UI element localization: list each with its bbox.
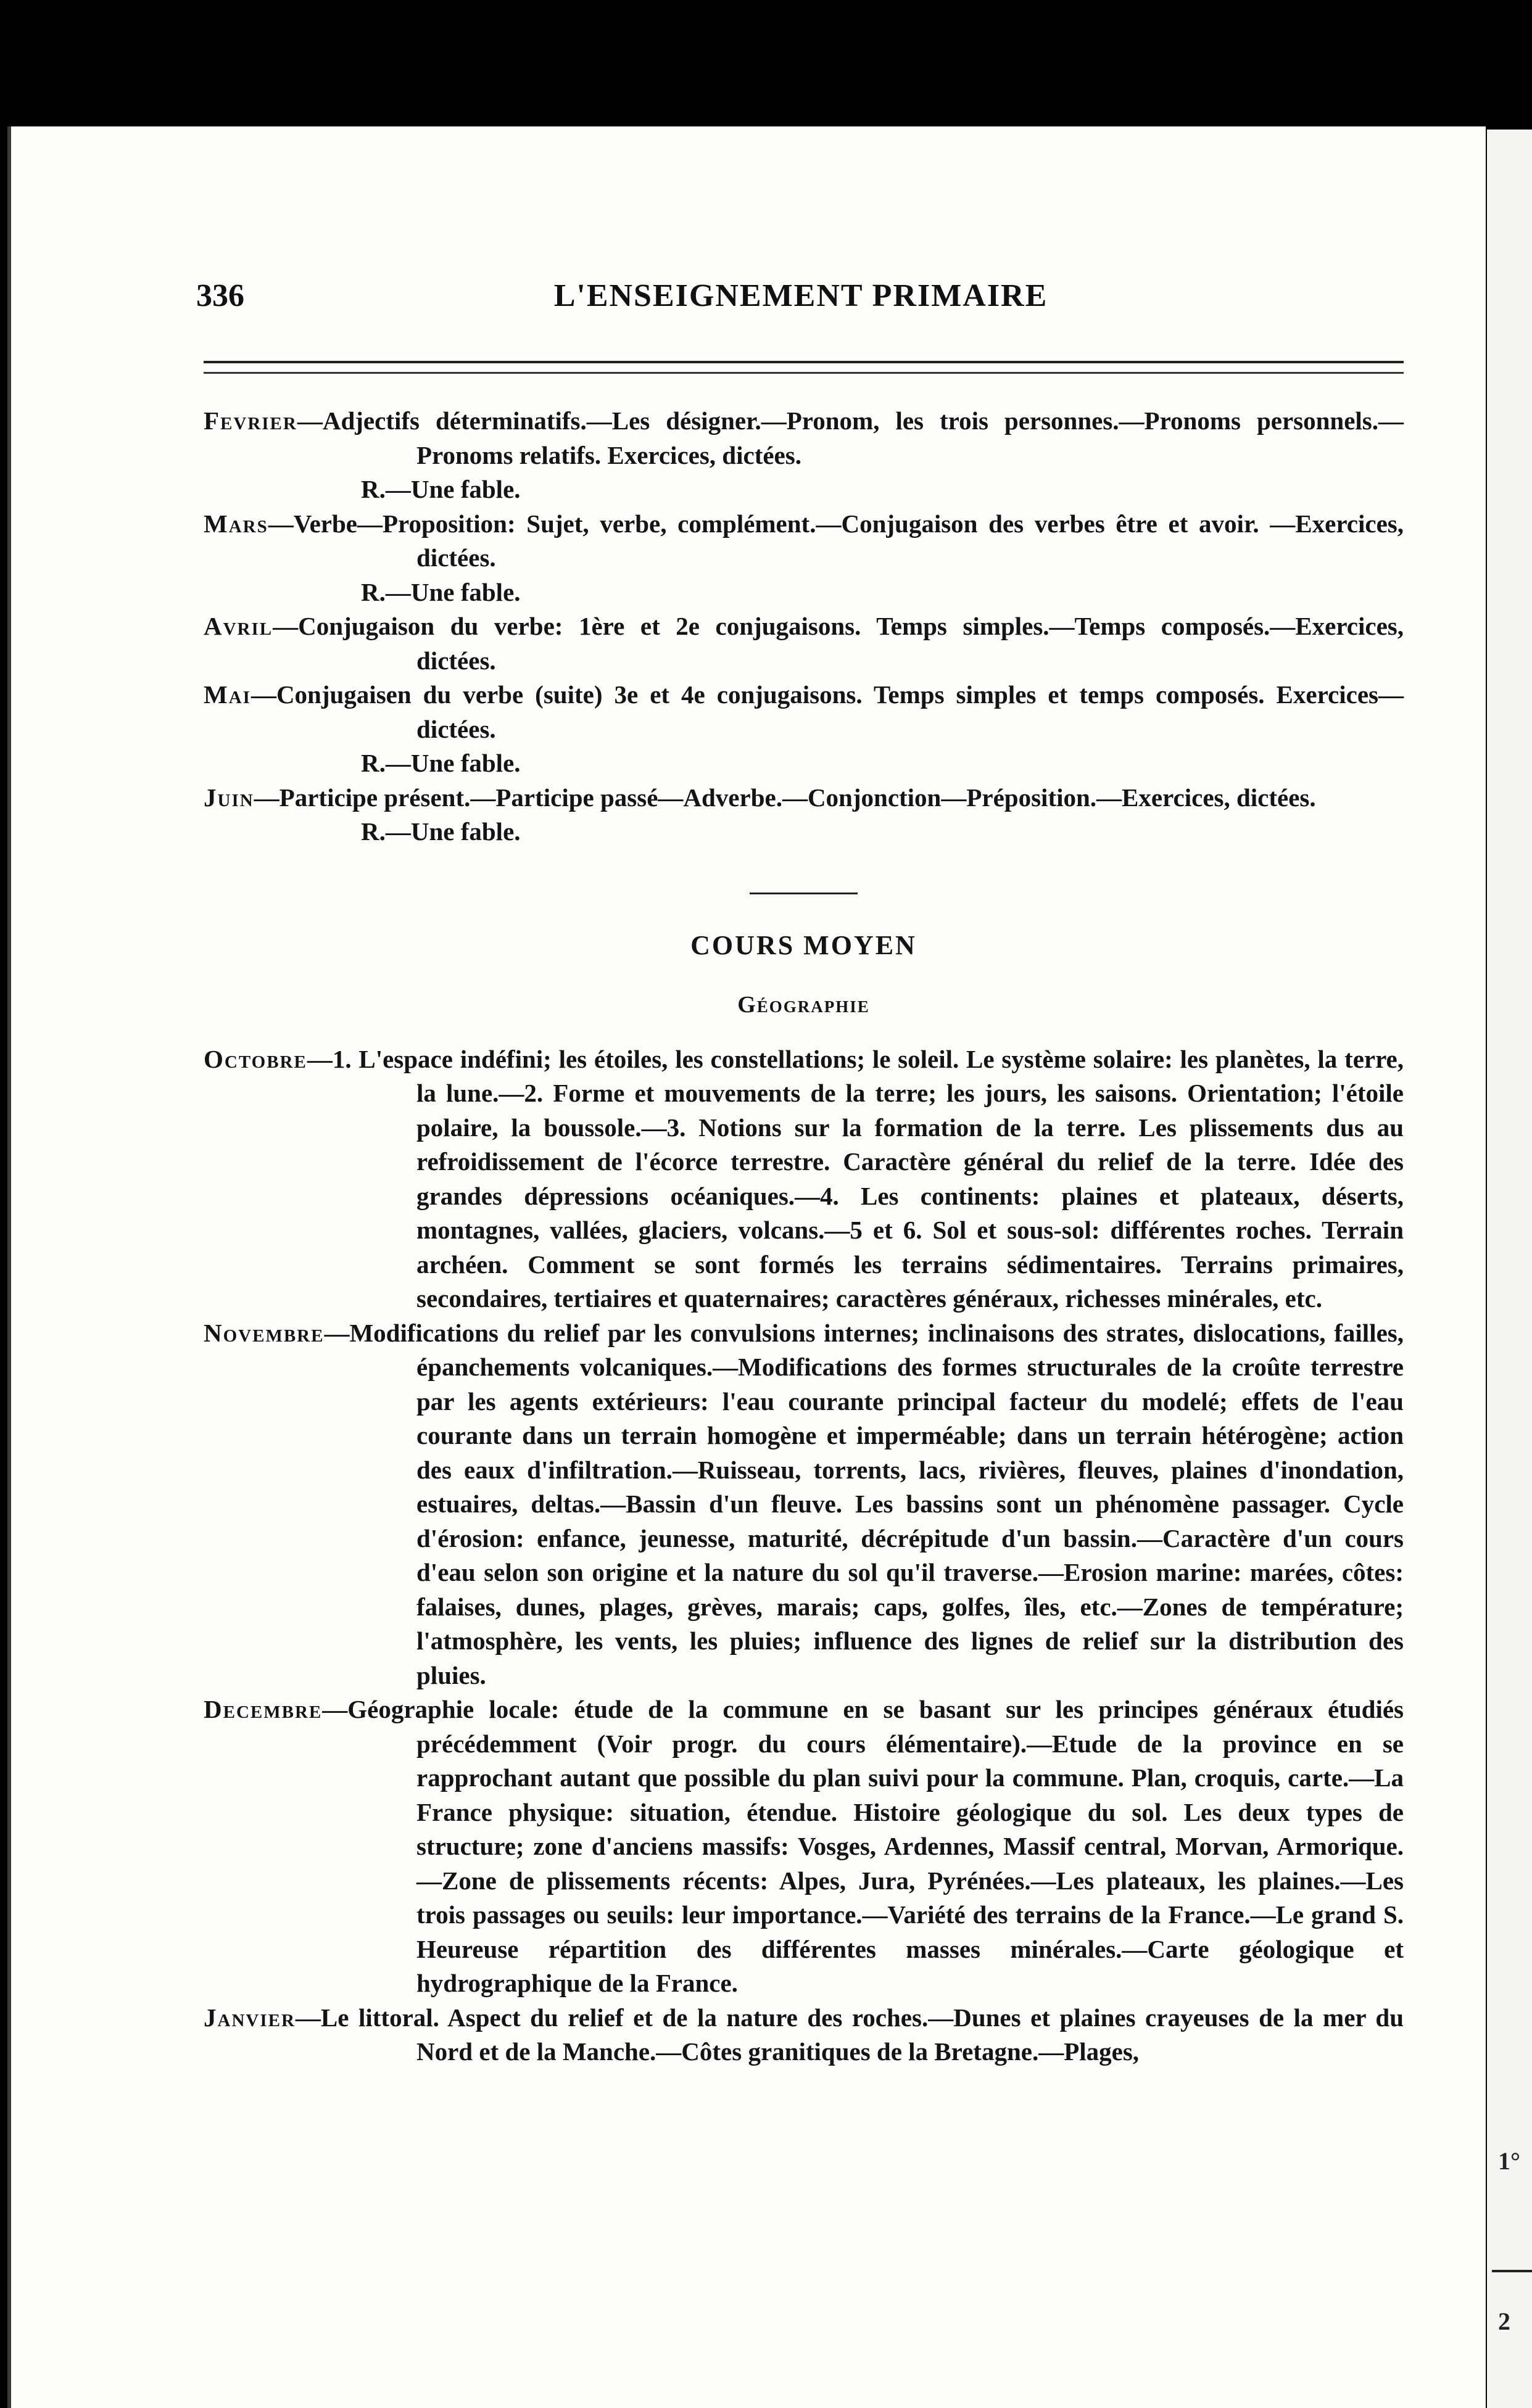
section-divider bbox=[750, 893, 858, 894]
subsection-title: Géographie bbox=[737, 992, 870, 1018]
adjacent-page-edge bbox=[1487, 130, 1532, 2408]
month-label: Mai bbox=[204, 680, 251, 709]
running-title: L'ENSEIGNEMENT PRIMAIRE bbox=[553, 278, 1048, 313]
header-double-rule bbox=[204, 361, 1404, 374]
entry-text: —Participe présent.—Participe passé—Adverbe.—Conjonction—Préposition.—Exercices, dictées. bbox=[254, 783, 1316, 812]
month-label: Avril bbox=[204, 612, 273, 640]
page-number: 336 bbox=[196, 278, 244, 313]
month-label: Mars bbox=[204, 509, 268, 538]
month-entry bbox=[204, 678, 1404, 746]
month-label: Novembre bbox=[204, 1318, 325, 1347]
month-label: Decembre bbox=[204, 1695, 323, 1723]
adjacent-page-rule bbox=[1492, 2270, 1532, 2272]
entry-text: —Modifications du relief par les convulsions internes; inclinaisons des strates, dislocations, failles, épanchements volcaniques.—Modifications des formes structurales de la croûte terrestre par les agents extérieurs: l'eau courante principal facteur du modelé; effets de l'eau courante dans un terrain homogène et imperméable; dans un terrain hétérogène; action des eaux d'infiltration.—Ruisseau, torrents, lacs, rivières, fleuves, plaines d'inondation, estuaires, deltas.—Bassin d'un fleuve. Les bassins sont un phénomène passager. Cycle d'érosion: enfance, jeunesse, maturité, décrépitude d'un bassin.—Caractère d'un cours d'eau selon son origine et la nature du sol qu'il traverse.—Erosion marine: marées, côtes: falaises, dunes, plages, grèves, marais; caps, golfes, îles, etc.—Zones de température; l'atmosphère, les vents, les pluies; influence des lignes de relief sur la distribution des pluies. bbox=[324, 1318, 1404, 1689]
month-entry bbox=[204, 2001, 1404, 2069]
month-entry bbox=[204, 781, 1404, 815]
page-body bbox=[204, 404, 1404, 2069]
review-line: R.—Une fable. bbox=[361, 577, 521, 606]
month-entry bbox=[204, 1693, 1404, 2001]
entry-text: —Adjectifs déterminatifs.—Les désigner.—Pronom, les trois personnes.—Pronoms personnels.—Pronoms relatifs. Exercices, dictées. bbox=[297, 406, 1404, 469]
month-label: Juin bbox=[204, 783, 254, 812]
month-label: Janvier bbox=[204, 2003, 296, 2032]
entry-text: —Conjugaison du verbe: 1ère et 2e conjugaisons. Temps simples.—Temps composés.—Exercices, dictées. bbox=[273, 612, 1404, 675]
month-entry bbox=[204, 1316, 1404, 1693]
month-entry bbox=[204, 609, 1404, 678]
month-entry bbox=[204, 1042, 1404, 1316]
entry-text: —Le littoral. Aspect du relief et de la nature des roches.—Dunes et plaines crayeuses de la mer du Nord et de la Manche.—Côtes granitiques de la Bretagne.—Plages, bbox=[295, 2003, 1404, 2066]
entry-text: —Géographie locale: étude de la commune en se basant sur les principes généraux étudiés précédemment (Voir progr. du cours élémentaire).—Etude de la province en se rapprochant autant que possible du plan suivi pour la commune. Plan, croquis, carte.—La France physique: situation, étendue. Histoire géologique du sol. Les deux types de structure; zone d'anciens massifs: Vosges, Ardennes, Massif central, Morvan, Armorique.—Zone de plissements récents: Alpes, Jura, Pyrénées.—Les plateaux, les plaines.—Les trois passages ou seuils: leur importance.—Variété des terrains de la France.—Le grand S. Heureuse répartition des différentes masses minérales.—Carte géologique et hydrographique de la France. bbox=[322, 1695, 1404, 1997]
month-label: Fevrier bbox=[204, 406, 297, 435]
month-entry bbox=[204, 404, 1404, 472]
entry-text: —Verbe—Proposition: Sujet, verbe, complément.—Conjugaison des verbes être et avoir. —Exercices, dictées. bbox=[268, 509, 1404, 572]
running-header bbox=[196, 278, 1406, 315]
review-line: R.—Une fable. bbox=[361, 817, 521, 846]
adjacent-page-fragment: 2 bbox=[1498, 2307, 1510, 2335]
review-line: R.—Une fable. bbox=[361, 749, 521, 777]
review-line: R.—Une fable. bbox=[361, 475, 521, 503]
entry-text: —Conjugaisen du verbe (suite) 3e et 4e conjugaisons. Temps simples et temps composés. Exercices—dictées. bbox=[251, 680, 1404, 743]
section-title: COURS MOYEN bbox=[690, 930, 917, 960]
month-entry bbox=[204, 507, 1404, 575]
month-label: Octobre bbox=[204, 1044, 307, 1073]
adjacent-page-fragment: 1° bbox=[1498, 2147, 1520, 2175]
entry-text: —1. L'espace indéfini; les étoiles, les constellations; le soleil. Le système solaire: les planètes, la terre, la lune.—2. Forme et mouvements de la terre; les jours, les saisons. Orientation; l'étoile polaire, la boussole.—3. Notions sur la formation de la terre. Les plissements dus au refroidissement de l'écorce terrestre. Caractère général du relief de la terre. Idée des grandes dépressions océaniques.—4. Les continents: plaines et plateaux, déserts, montagnes, vallées, glaciers, volcans.—5 et 6. Sol et sous-sol: différentes roches. Terrain archéen. Comment se sont formés les terrains sédimentaires. Terrains primaires, secondaires, tertiaires et quaternaires; caractères généraux, richesses minérales, etc. bbox=[307, 1044, 1404, 1313]
